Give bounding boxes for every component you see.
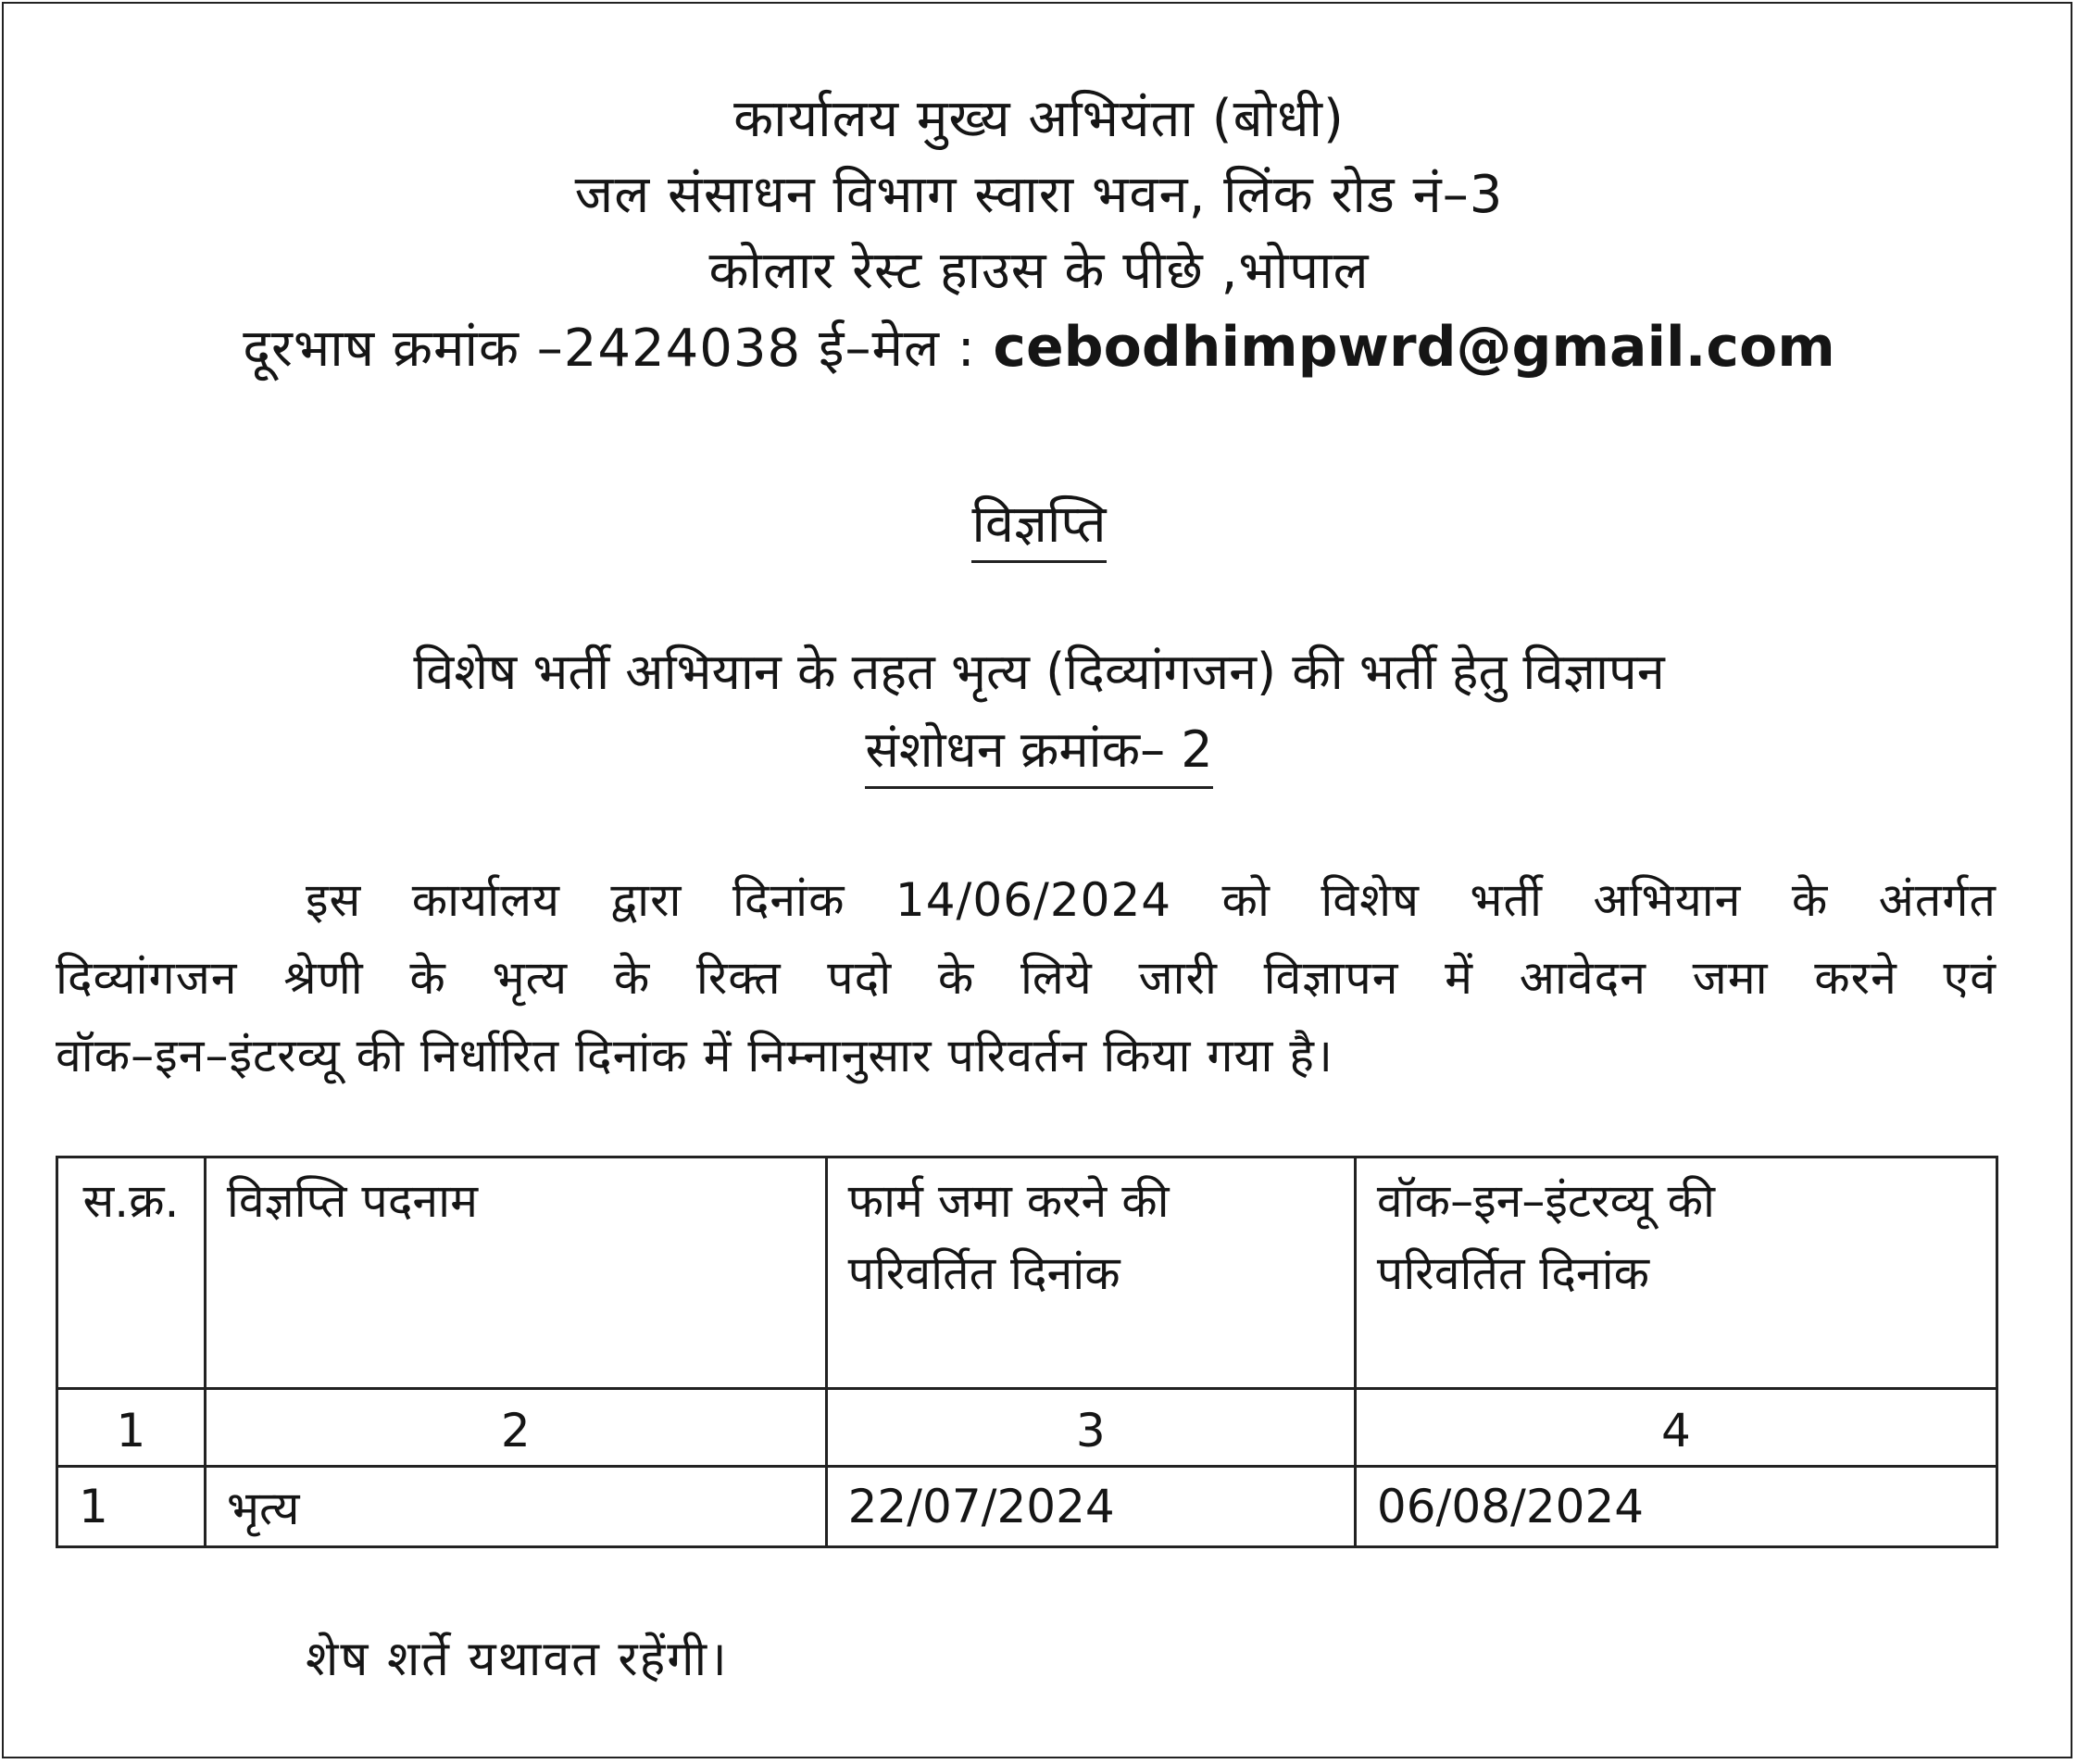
amendment-text: संशोधन क्रमांक– 2 [865, 720, 1212, 789]
header-form-date [826, 1157, 1355, 1389]
header-serial-no: स.क्र. [57, 1157, 206, 1389]
contact-line [0, 317, 2078, 378]
address-line-1: जल संसाधन विभाग स्वारा भवन, लिंक रोड नं–3 [574, 165, 1504, 225]
notice-subject: विशेष भर्ती अभियान के तहत भृत्य (दिव्यांगजन) की भर्ती हेतु विज्ञापन [413, 643, 1665, 701]
amendment-number [0, 713, 2078, 782]
header-interview-date [1355, 1157, 1997, 1389]
phone-label: दूरभाष क्रमांक –2424038 ई–मेल : [243, 319, 976, 379]
row-form-date: 22/07/2024 [826, 1467, 1355, 1547]
column-number: 2 [205, 1389, 826, 1467]
notice-title-text: विज्ञप्ति [971, 494, 1106, 563]
header-post-name: विज्ञप्ति पदनाम [205, 1157, 826, 1389]
row-post-name: भृत्य [205, 1467, 826, 1547]
office-name: कार्यालय मुख्य अभियंता (बोधी) [733, 89, 1345, 149]
address-line-2: कोलार रेस्ट हाउस के पीछे ,भोपाल [708, 241, 1370, 301]
header-interview-date-line-2: परिवर्तित दिनांक [1376, 1245, 1649, 1300]
table-row [57, 1467, 1997, 1547]
notice-title [0, 487, 2078, 557]
closing-note: शेष शर्ते यथावत रहेंगी। [306, 1632, 729, 1687]
body-line-3: वॉक–इन–इंटरव्यू की निर्धारित दिनांक में निम्नानुसार परिवर्तन किया गया है। [56, 1029, 1333, 1082]
column-number: 3 [826, 1389, 1355, 1467]
table-header-row [57, 1157, 1997, 1389]
body-line-1: इस कार्यालय द्वारा दिनांक 14/06/2024 को विशेष भर्ती अभियान के अंतर्गत [306, 873, 1997, 927]
email-address: cebodhimpwrd@gmail.com [993, 315, 1835, 380]
body-line-2: दिव्यांगजन श्रेणी के भृत्य के रिक्त पदो के लिये जारी विज्ञापन में आवेदन जमा करने एवं [56, 951, 1997, 1005]
column-number-row [57, 1389, 1997, 1467]
revision-table [56, 1156, 1998, 1548]
header-form-date-line-2: परिवर्तित दिनांक [847, 1245, 1120, 1300]
header-form-date-line-1: फार्म जमा करने की [847, 1174, 1170, 1228]
column-number: 4 [1355, 1389, 1997, 1467]
row-serial-no: 1 [57, 1467, 206, 1547]
row-interview-date: 06/08/2024 [1355, 1467, 1997, 1547]
header-interview-date-line-1: वॉक–इन–इंटरव्यू की [1376, 1174, 1715, 1228]
column-number: 1 [57, 1389, 206, 1467]
